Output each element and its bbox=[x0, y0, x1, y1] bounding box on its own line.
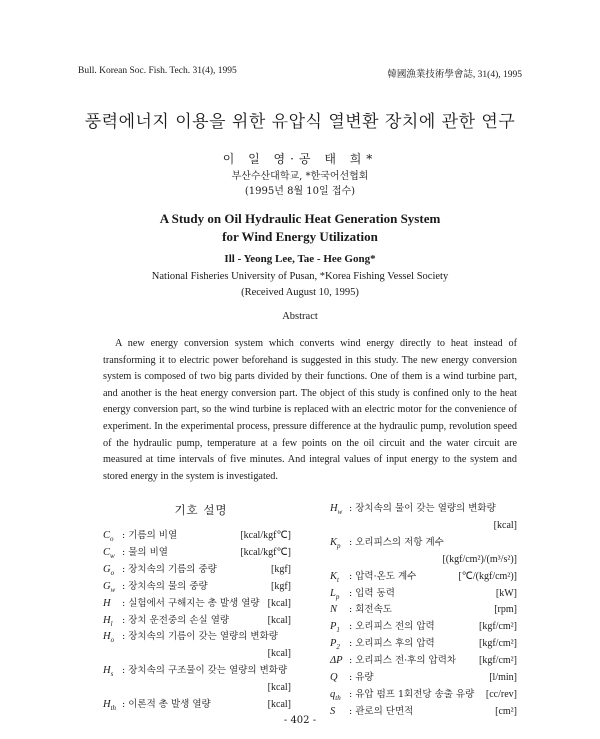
symbol-unit: [cc/rev] bbox=[485, 688, 517, 700]
symbol-row bbox=[330, 636, 517, 652]
english-title-line2: for Wind Energy Utilization bbox=[222, 229, 378, 244]
symbol-description: : 기름의 비열 bbox=[122, 530, 178, 541]
symbol-unit: [l/min] bbox=[489, 672, 517, 683]
symbol: $G_o$ bbox=[103, 563, 115, 577]
symbol-unit: [kcal] bbox=[267, 597, 291, 609]
symbol-row bbox=[103, 629, 291, 645]
symbols-heading: 기호 설명 bbox=[174, 503, 228, 517]
symbol-description: : 오리피스 전의 압력 bbox=[349, 621, 435, 633]
symbol-row bbox=[103, 562, 291, 578]
journal-header-right: 韓國漁業技術學會誌, 31(4), 1995 bbox=[387, 70, 522, 80]
symbol-row bbox=[103, 646, 291, 662]
symbol-row bbox=[103, 579, 291, 595]
symbol-unit: [kcal] bbox=[267, 614, 291, 626]
symbol-row bbox=[330, 653, 517, 669]
korean-affiliation: 부산수산대학교, *한국어선협회 bbox=[231, 171, 369, 182]
abstract-body bbox=[103, 336, 517, 485]
symbol-description: : 압력·온도 계수 bbox=[349, 570, 417, 582]
english-received-date: (Received August 10, 1995) bbox=[241, 287, 359, 298]
symbol-description: : 장치속의 물이 갖는 열량의 변화량 bbox=[349, 503, 496, 514]
symbol-description: : 장치속의 구조물이 갖는 열량의 변화량 bbox=[122, 665, 288, 677]
symbol-description: : 장치 운전중의 손실 열량 bbox=[122, 614, 230, 626]
symbol-row bbox=[330, 569, 517, 585]
symbol: $K_p$ bbox=[330, 536, 341, 550]
symbol: H bbox=[103, 597, 111, 609]
symbol-description: : 회전속도 bbox=[349, 604, 392, 616]
symbol-description: : 입력 동력 bbox=[349, 587, 395, 599]
symbol-unit: [rpm] bbox=[494, 604, 517, 616]
symbol-unit: [kcal] bbox=[267, 699, 291, 710]
symbol: $H_l$ bbox=[103, 614, 113, 628]
symbol-description: : 장치속의 기름이 갖는 열량의 변화량 bbox=[122, 631, 278, 643]
symbol-description: : 물의 비열 bbox=[122, 546, 168, 558]
symbol-description: : 실험에서 구해지는 총 발생 열량 bbox=[122, 597, 260, 609]
symbol-row bbox=[103, 663, 291, 679]
symbol-row bbox=[330, 501, 517, 517]
symbol: ΔP bbox=[330, 655, 343, 667]
symbol-unit: [kgf/cm²] bbox=[479, 621, 517, 633]
symbol-unit: [kcal/kgf℃] bbox=[240, 546, 291, 558]
symbol-unit: [kcal/kgf℃] bbox=[240, 530, 291, 541]
symbol-row bbox=[330, 518, 517, 534]
symbol-row bbox=[330, 619, 517, 635]
symbol: $H_o$ bbox=[103, 631, 115, 645]
symbol-description: : 관로의 단면적 bbox=[349, 705, 414, 717]
english-affiliation: National Fisheries University of Pusan, *Korea Fishing Vessel Society bbox=[151, 271, 449, 282]
symbol: $C_w$ bbox=[103, 546, 115, 560]
symbol-row bbox=[330, 687, 517, 703]
symbol-unit: [kcal] bbox=[267, 682, 291, 694]
symbol-unit: [kgf] bbox=[271, 563, 291, 575]
journal-header-left: Bull. Korean Soc. Fish. Tech. 31(4), 1995 bbox=[78, 66, 237, 76]
symbol-unit: [℃/(kgf/cm²)] bbox=[458, 570, 517, 582]
symbol-row bbox=[103, 697, 291, 713]
symbol-row bbox=[103, 596, 291, 612]
symbol: $H_s$ bbox=[103, 665, 114, 679]
symbol-row bbox=[103, 528, 291, 544]
symbol-unit: [cm²] bbox=[495, 705, 517, 717]
symbol: $K_t$ bbox=[330, 570, 339, 584]
symbol-row bbox=[103, 680, 291, 696]
symbol-row bbox=[330, 552, 517, 568]
korean-title: 풍력에너지 이용을 위한 유압식 열변환 장치에 관한 연구 bbox=[84, 112, 516, 132]
symbol-unit: [(kgf/cm²)/(m³/s²)] bbox=[442, 553, 517, 565]
symbol: N bbox=[330, 604, 338, 616]
symbol-unit: [kgf] bbox=[271, 580, 291, 592]
symbol-description: : 유압 펌프 1회전당 송출 유량 bbox=[349, 688, 475, 700]
symbol-description: : 장치속의 기름의 중량 bbox=[122, 563, 217, 575]
abstract-text: A new energy conversion system which converts wind energy directly to heat instead of transforming it to electric power beforehand is suggested in this study. The new energy conversion system is composed of two big parts divided by their functions. One of them is a wind turbine part, and another is the heat energy conversion part. The object of this study is confined only to the heat energy conversion part, so the wind turbine is replaced with an electric motor for the convenience of experiment. In the experimental process, pressure difference at the hydraulic pump, revolution speed of the hydraulic pump, temperature at a few points on the oil circuit and the water circuit are measured at time intervals of five minutes. And integral values of input energy to the system and stored energy in the system is investigated. bbox=[103, 338, 517, 482]
english-authors: Ill - Yeong Lee, Tae - Hee Gong* bbox=[224, 253, 376, 265]
symbol: $H_w$ bbox=[330, 503, 343, 517]
symbol: $L_p$ bbox=[330, 587, 340, 601]
symbol: Q bbox=[330, 672, 338, 683]
korean-authors: 이 일 영·공 태 희* bbox=[222, 152, 378, 166]
symbol: $H_{th}$ bbox=[103, 699, 117, 713]
symbol-unit: [kcal] bbox=[267, 648, 291, 660]
symbol-unit: [kgf/cm²] bbox=[479, 655, 517, 667]
symbol-description: : 이론적 총 발생 열량 bbox=[122, 699, 211, 710]
symbol-unit: [kgf/cm²] bbox=[479, 638, 517, 650]
english-title-line1: A Study on Oil Hydraulic Heat Generation System bbox=[159, 211, 441, 226]
symbol-description: : 오리피스 전·후의 압력차 bbox=[349, 655, 457, 667]
symbol-row bbox=[103, 545, 291, 561]
korean-received-date: (1995년 8월 10일 접수) bbox=[244, 186, 356, 197]
symbol-description: : 오리피스의 저항 계수 bbox=[349, 536, 444, 548]
symbol: $q_{th}$ bbox=[330, 688, 341, 702]
abstract-heading: Abstract bbox=[282, 311, 318, 322]
symbol-description: : 유량 bbox=[349, 672, 374, 683]
symbol-description: : 오리피스 후의 압력 bbox=[349, 638, 435, 650]
symbol-row bbox=[330, 670, 517, 686]
symbol: $P_1$ bbox=[330, 621, 340, 635]
symbol-row bbox=[103, 613, 291, 629]
symbol: $G_w$ bbox=[103, 580, 116, 594]
symbol-row bbox=[330, 535, 517, 551]
symbol-row bbox=[330, 602, 517, 618]
symbol: $P_2$ bbox=[330, 638, 340, 652]
symbol-unit: [kW] bbox=[495, 587, 517, 599]
symbol: S bbox=[330, 705, 336, 717]
symbol-description: : 장치속의 물의 중량 bbox=[122, 580, 208, 592]
symbol-row bbox=[330, 586, 517, 602]
symbol-unit: [kcal] bbox=[493, 519, 517, 531]
symbol: $C_o$ bbox=[103, 530, 114, 544]
page-number: - 402 - bbox=[283, 715, 317, 726]
